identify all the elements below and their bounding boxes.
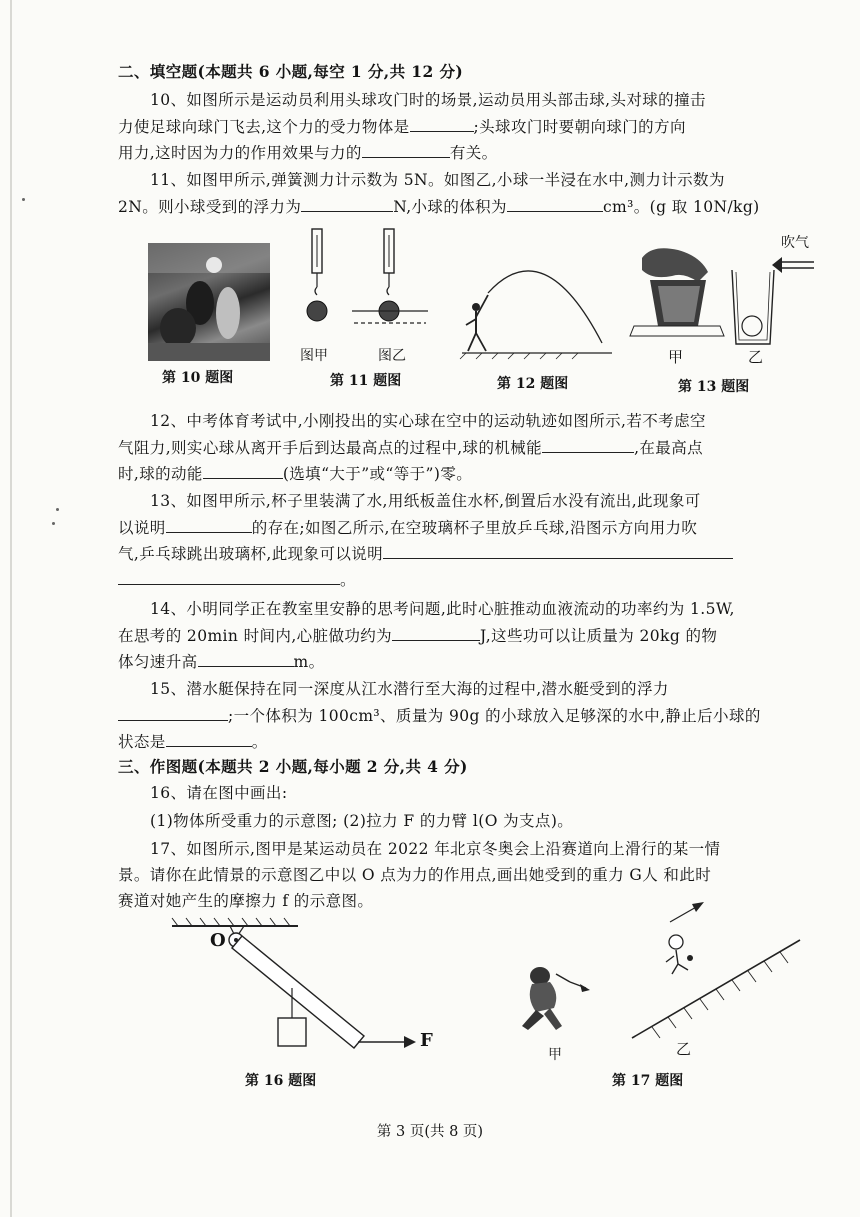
q13-line1: 13、如图甲所示,杯子里装满了水,用纸板盖住水杯,倒置后水没有流出,此现象可 [150, 492, 701, 510]
section3-heading: 三、作图题(本题共 2 小题,每小题 2 分,共 4 分) [118, 757, 468, 776]
fig17-yi-diagram [612, 900, 802, 1050]
q13-blank1[interactable] [166, 517, 252, 533]
fig16-caption: 第 16 题图 [245, 1073, 317, 1089]
q14-line1: 14、小明同学正在教室里安静的思考问题,此时心脏推动血液流动的功率约为 1.5W, [150, 600, 735, 618]
q10-blank2[interactable] [362, 142, 450, 158]
fig13-jia-label: 甲 [668, 348, 684, 366]
fig11-diagram [290, 225, 410, 345]
fig16-label-F: F [420, 1030, 433, 1051]
scan-speck [52, 522, 55, 525]
fig11-yi-label: 图乙 [378, 348, 406, 364]
q16-line1: 16、请在图中画出: [150, 784, 288, 802]
q14-blank1[interactable] [392, 625, 480, 641]
q10-line3: 用力,这时因为力的作用效果与力的 有关。 [118, 144, 498, 162]
q13-line2: 以说明 的存在;如图乙所示,在空玻璃杯子里放乒乓球,沿图示方向用力吹 [118, 519, 698, 537]
fig11-caption: 第 11 题图 [330, 373, 402, 389]
fig13-diagram [628, 240, 818, 350]
q13-line4: 。 [118, 569, 356, 590]
q12-blank1[interactable] [542, 437, 634, 453]
q13-blank2[interactable] [383, 543, 733, 559]
q15-line3: 状态是 。 [118, 733, 268, 751]
q12-line1: 12、中考体育考试中,小刚投出的实心球在空中的运动轨迹如图所示,若不考虑空 [150, 412, 706, 430]
scan-speck [22, 198, 25, 201]
q15-blank1[interactable] [118, 705, 228, 721]
q11-line1: 11、如图甲所示,弹簧测力计示数为 5N。如图乙,小球一半浸在水中,测力计示数为 [150, 171, 725, 189]
q17-line1: 17、如图所示,图甲是某运动员在 2022 年北京冬奥会上沿赛道向上滑行的某一情 [150, 840, 721, 858]
q11-line2: 2N。则小球受到的浮力为 N,小球的体积为 cm³。(g 取 10N/kg) [118, 198, 760, 216]
fig16-label-O: O [210, 930, 226, 951]
scan-speck [56, 508, 59, 511]
fig13-blow-label: 吹气 [781, 235, 809, 251]
q12-blank2[interactable] [203, 463, 283, 479]
q17-line3: 赛道对她产生的摩擦力 f 的示意图。 [118, 892, 374, 910]
q16-line2: (1)物体所受重力的示意图; (2)拉力 F 的力臂 l(O 为支点)。 [150, 812, 574, 830]
q11-blank1[interactable] [301, 196, 393, 212]
fig11-jia-label: 图甲 [300, 348, 328, 364]
q15-line2: ;一个体积为 100cm³、质量为 90g 的小球放入足够深的水中,静止后小球的 [118, 705, 761, 726]
fig13-yi-label: 乙 [748, 348, 764, 366]
q15-line1: 15、潜水艇保持在同一深度从江水潜行至大海的过程中,潜水艇受到的浮力 [150, 680, 669, 698]
q17-line2: 景。请你在此情景的示意图乙中以 O 点为力的作用点,画出她受到的重力 G人 和此时 [118, 866, 712, 884]
q10-line2: 力使足球向球门飞去,这个力的受力物体是 ;头球攻门时要朝向球门的方向 [118, 118, 686, 136]
fig17-caption: 第 17 题图 [612, 1073, 684, 1089]
q15-blank2[interactable] [166, 731, 252, 747]
q12-line2: 气阻力,则实心球从离开手后到达最高点的过程中,球的机械能 ,在最高点 [118, 439, 703, 457]
q14-line3: 体匀速升高 m。 [118, 653, 325, 671]
fig10-caption: 第 10 题图 [162, 370, 234, 386]
q10-blank1[interactable] [410, 116, 474, 132]
q12-line3: 时,球的动能 (选填“大于”或“等于”)零。 [118, 465, 473, 483]
q13-blank3[interactable] [118, 569, 340, 585]
section2-heading: 二、填空题(本题共 6 小题,每空 1 分,共 12 分) [118, 62, 464, 81]
q13-line3: 气,乒乓球跳出玻璃杯,此现象可以说明 [118, 543, 733, 564]
q14-blank2[interactable] [198, 651, 294, 667]
q14-line2: 在思考的 20min 时间内,心脏做功约为 J,这些功可以让质量为 20kg 的物 [118, 627, 718, 645]
fig16-diagram [168, 918, 428, 1078]
fig17-yi-label: 乙 [676, 1040, 692, 1058]
fig17-jia-skater [510, 960, 610, 1040]
q11-blank2[interactable] [507, 196, 603, 212]
fig12-caption: 第 12 题图 [497, 376, 569, 392]
page-footer: 第 3 页(共 8 页) [376, 1124, 484, 1140]
fig13-caption: 第 13 题图 [678, 379, 750, 395]
fig17-jia-label: 甲 [548, 1047, 562, 1063]
q10-line1: 10、如图所示是运动员利用头球攻门时的场景,运动员用头部击球,头对球的撞击 [150, 91, 706, 109]
scan-edge [10, 0, 12, 1217]
fig12-diagram [462, 255, 612, 365]
fig10-photo [148, 243, 270, 361]
fig10-photo-content [148, 243, 270, 361]
